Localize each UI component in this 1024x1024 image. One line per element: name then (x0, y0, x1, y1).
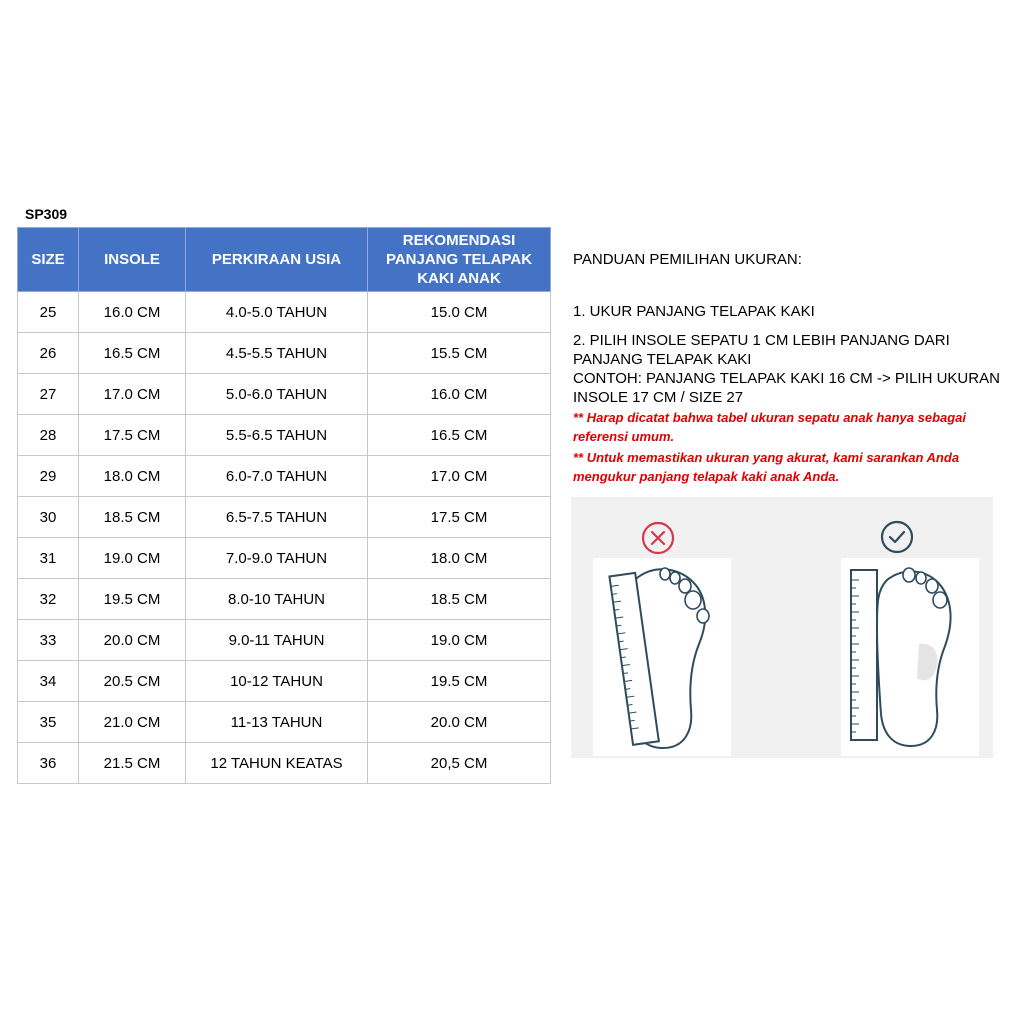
insole-cell: 19.0 CM (79, 538, 186, 579)
insole-cell: 21.5 CM (79, 743, 186, 784)
header-insole: INSOLE (79, 228, 186, 292)
table-header-row (18, 228, 551, 292)
size-cell: 35 (18, 702, 79, 743)
x-circle-icon (641, 521, 675, 555)
size-cell: 25 (18, 292, 79, 333)
table-row (18, 661, 551, 702)
insole-cell: 20.0 CM (79, 620, 186, 661)
age-cell: 8.0-10 TAHUN (186, 579, 368, 620)
age-cell: 11-13 TAHUN (186, 702, 368, 743)
guide-example-line-2: INSOLE 17 CM / SIZE 27 (573, 389, 744, 406)
table-row (18, 497, 551, 538)
table-row (18, 620, 551, 661)
table-row (18, 538, 551, 579)
age-cell: 10-12 TAHUN (186, 661, 368, 702)
table-row (18, 702, 551, 743)
foot-with-tilted-ruler (593, 558, 731, 756)
size-cell: 30 (18, 497, 79, 538)
insole-cell: 19.5 CM (79, 579, 186, 620)
guide-title: PANDUAN PEMILIHAN UKURAN: (573, 251, 802, 268)
age-cell: 7.0-9.0 TAHUN (186, 538, 368, 579)
size-cell: 26 (18, 333, 79, 374)
foot-length-cell: 16.0 CM (368, 374, 551, 415)
foot-length-cell: 15.5 CM (368, 333, 551, 374)
insole-cell: 16.5 CM (79, 333, 186, 374)
correct-measure-card (841, 558, 979, 756)
table-row (18, 374, 551, 415)
guide-step-2-line-2: PANJANG TELAPAK KAKI (573, 351, 752, 368)
size-cell: 31 (18, 538, 79, 579)
guide-example-line-1: CONTOH: PANJANG TELAPAK KAKI 16 CM -> PILIH UKURAN (573, 370, 1000, 387)
table-row (18, 333, 551, 374)
guide-step-2-line-1: 2. PILIH INSOLE SEPATU 1 CM LEBIH PANJANG DARI (573, 332, 950, 349)
header-age: PERKIRAAN USIA (186, 228, 368, 292)
foot-length-cell: 19.0 CM (368, 620, 551, 661)
age-cell: 4.0-5.0 TAHUN (186, 292, 368, 333)
size-cell: 29 (18, 456, 79, 497)
product-code: SP309 (25, 206, 68, 222)
insole-cell: 17.5 CM (79, 415, 186, 456)
table-row (18, 292, 551, 333)
foot-length-cell: 18.5 CM (368, 579, 551, 620)
foot-with-straight-ruler (841, 558, 979, 756)
age-cell: 12 TAHUN KEATAS (186, 743, 368, 784)
guide-step-1: 1. UKUR PANJANG TELAPAK KAKI (573, 303, 815, 320)
size-cell: 27 (18, 374, 79, 415)
age-cell: 6.5-7.5 TAHUN (186, 497, 368, 538)
size-cell: 36 (18, 743, 79, 784)
foot-length-cell: 17.0 CM (368, 456, 551, 497)
table-row (18, 743, 551, 784)
foot-length-cell: 20.0 CM (368, 702, 551, 743)
measurement-illustration (571, 497, 993, 758)
size-chart-table (17, 227, 551, 784)
note-reference: ** Harap dicatat bahwa tabel ukuran sepatu anak hanya sebagai referensi umum. (573, 410, 967, 444)
header-foot-length: REKOMENDASI PANJANG TELAPAK KAKI ANAK (368, 228, 551, 292)
foot-length-cell: 19.5 CM (368, 661, 551, 702)
size-cell: 34 (18, 661, 79, 702)
foot-length-cell: 17.5 CM (368, 497, 551, 538)
age-cell: 5.0-6.0 TAHUN (186, 374, 368, 415)
table-row (18, 456, 551, 497)
table-row (18, 579, 551, 620)
wrong-measure-card (593, 558, 731, 756)
insole-cell: 18.0 CM (79, 456, 186, 497)
table-row (18, 415, 551, 456)
note-measure: ** Untuk memastikan ukuran yang akurat, kami sarankan Anda mengukur panjang telapak kaki anak Anda. (573, 450, 960, 484)
foot-length-cell: 15.0 CM (368, 292, 551, 333)
header-size: SIZE (18, 228, 79, 292)
foot-length-cell: 20,5 CM (368, 743, 551, 784)
size-cell: 32 (18, 579, 79, 620)
insole-cell: 18.5 CM (79, 497, 186, 538)
size-cell: 28 (18, 415, 79, 456)
guide-step-2 (573, 331, 1000, 407)
age-cell: 9.0-11 TAHUN (186, 620, 368, 661)
insole-cell: 21.0 CM (79, 702, 186, 743)
size-cell: 33 (18, 620, 79, 661)
age-cell: 4.5-5.5 TAHUN (186, 333, 368, 374)
insole-cell: 16.0 CM (79, 292, 186, 333)
foot-length-cell: 16.5 CM (368, 415, 551, 456)
insole-cell: 20.5 CM (79, 661, 186, 702)
insole-cell: 17.0 CM (79, 374, 186, 415)
check-circle-icon (880, 520, 914, 554)
foot-length-cell: 18.0 CM (368, 538, 551, 579)
age-cell: 5.5-6.5 TAHUN (186, 415, 368, 456)
age-cell: 6.0-7.0 TAHUN (186, 456, 368, 497)
